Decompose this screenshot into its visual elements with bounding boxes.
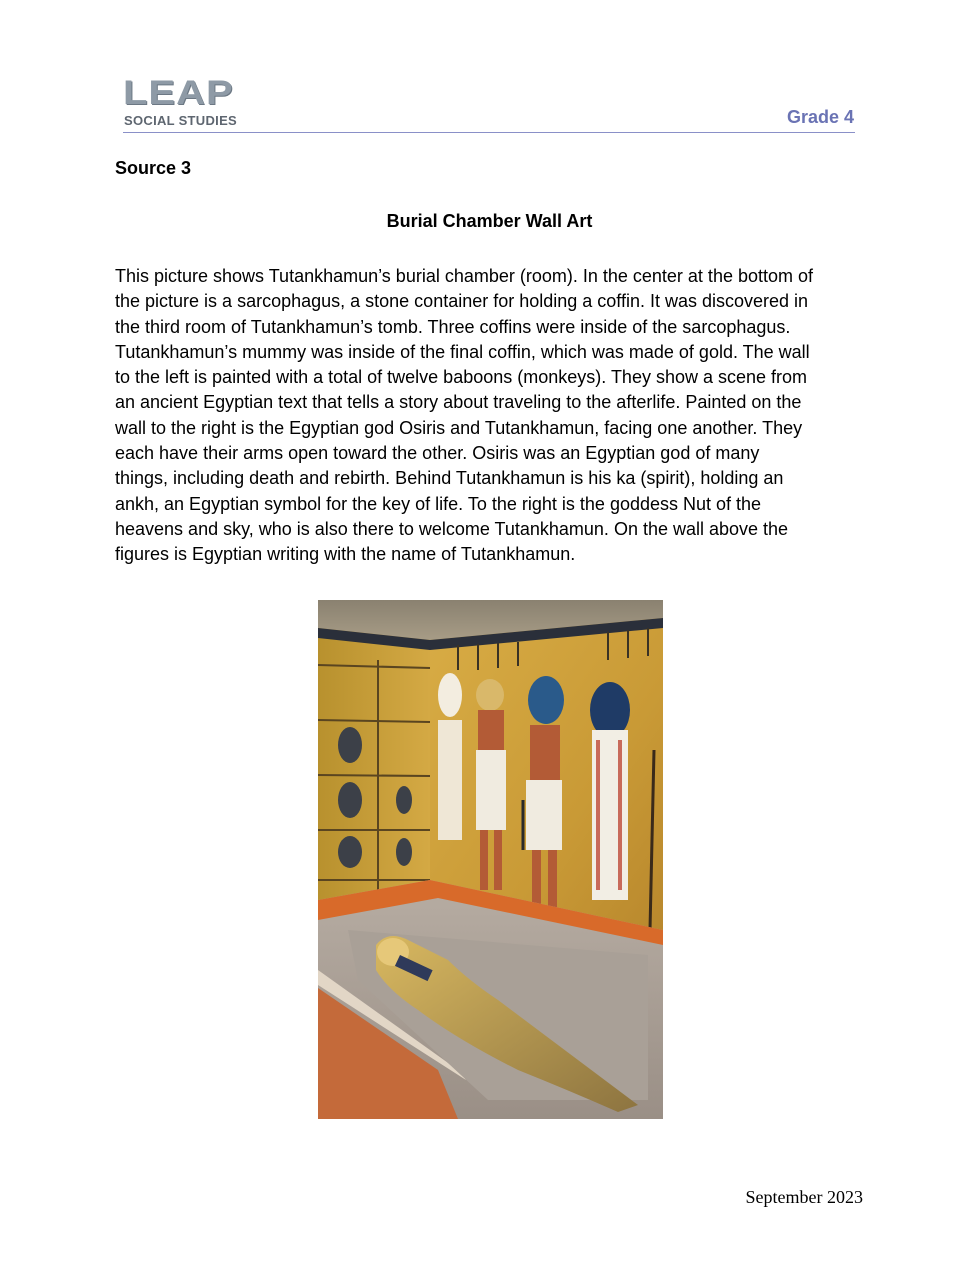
leap-social-studies-logo	[123, 74, 263, 132]
paragraph-line: the picture is a sarcophagus, a stone container for holding a coffin. It was discovered in	[115, 291, 809, 312]
paragraph-line: things, including death and rebirth. Behind Tutankhamun is his ka (spirit), holding an	[115, 468, 784, 489]
paragraph-line: ankh, an Egyptian symbol for the key of life. To the right is the goddess Nut of the	[115, 493, 762, 514]
paragraph-line: to the left is painted with a total of twelve baboons (monkeys). They show a scene from	[115, 367, 808, 388]
paragraph-line: the third room of Tutankhamun’s tomb. Three coffins were inside of the sarcophagus.	[115, 316, 791, 337]
footer-date: September 2023	[745, 1187, 863, 1207]
paragraph-line: figures is Egyptian writing with the name of Tutankhamun.	[115, 544, 576, 565]
logo-main-text: LEAP	[123, 74, 234, 112]
burial-chamber-photo	[318, 600, 663, 1119]
paragraph-line: Tutankhamun’s mummy was inside of the final coffin, which was made of gold. The wall	[115, 341, 810, 362]
logo-sub-text: SOCIAL STUDIES	[124, 113, 238, 128]
source-label: Source 3	[115, 158, 192, 178]
description-paragraph	[115, 264, 870, 568]
header-divider	[123, 132, 855, 133]
paragraph-line: wall to the right is the Egyptian god Osiris and Tutankhamun, facing one another. They	[115, 417, 803, 438]
grade-label: Grade 4	[786, 107, 854, 127]
paragraph-line: This picture shows Tutankhamun’s burial chamber (room). In the center at the bottom of	[115, 266, 814, 286]
paragraph-line: an ancient Egyptian text that tells a story about traveling to the afterlife. Painted on the	[115, 392, 802, 413]
paragraph-line: heavens and sky, who is also there to welcome Tutankhamun. On the wall above the	[115, 518, 789, 539]
document-title: Burial Chamber Wall Art	[386, 211, 593, 231]
paragraph-line: each have their arms open toward the other. Osiris was an Egyptian god of many	[115, 443, 760, 464]
